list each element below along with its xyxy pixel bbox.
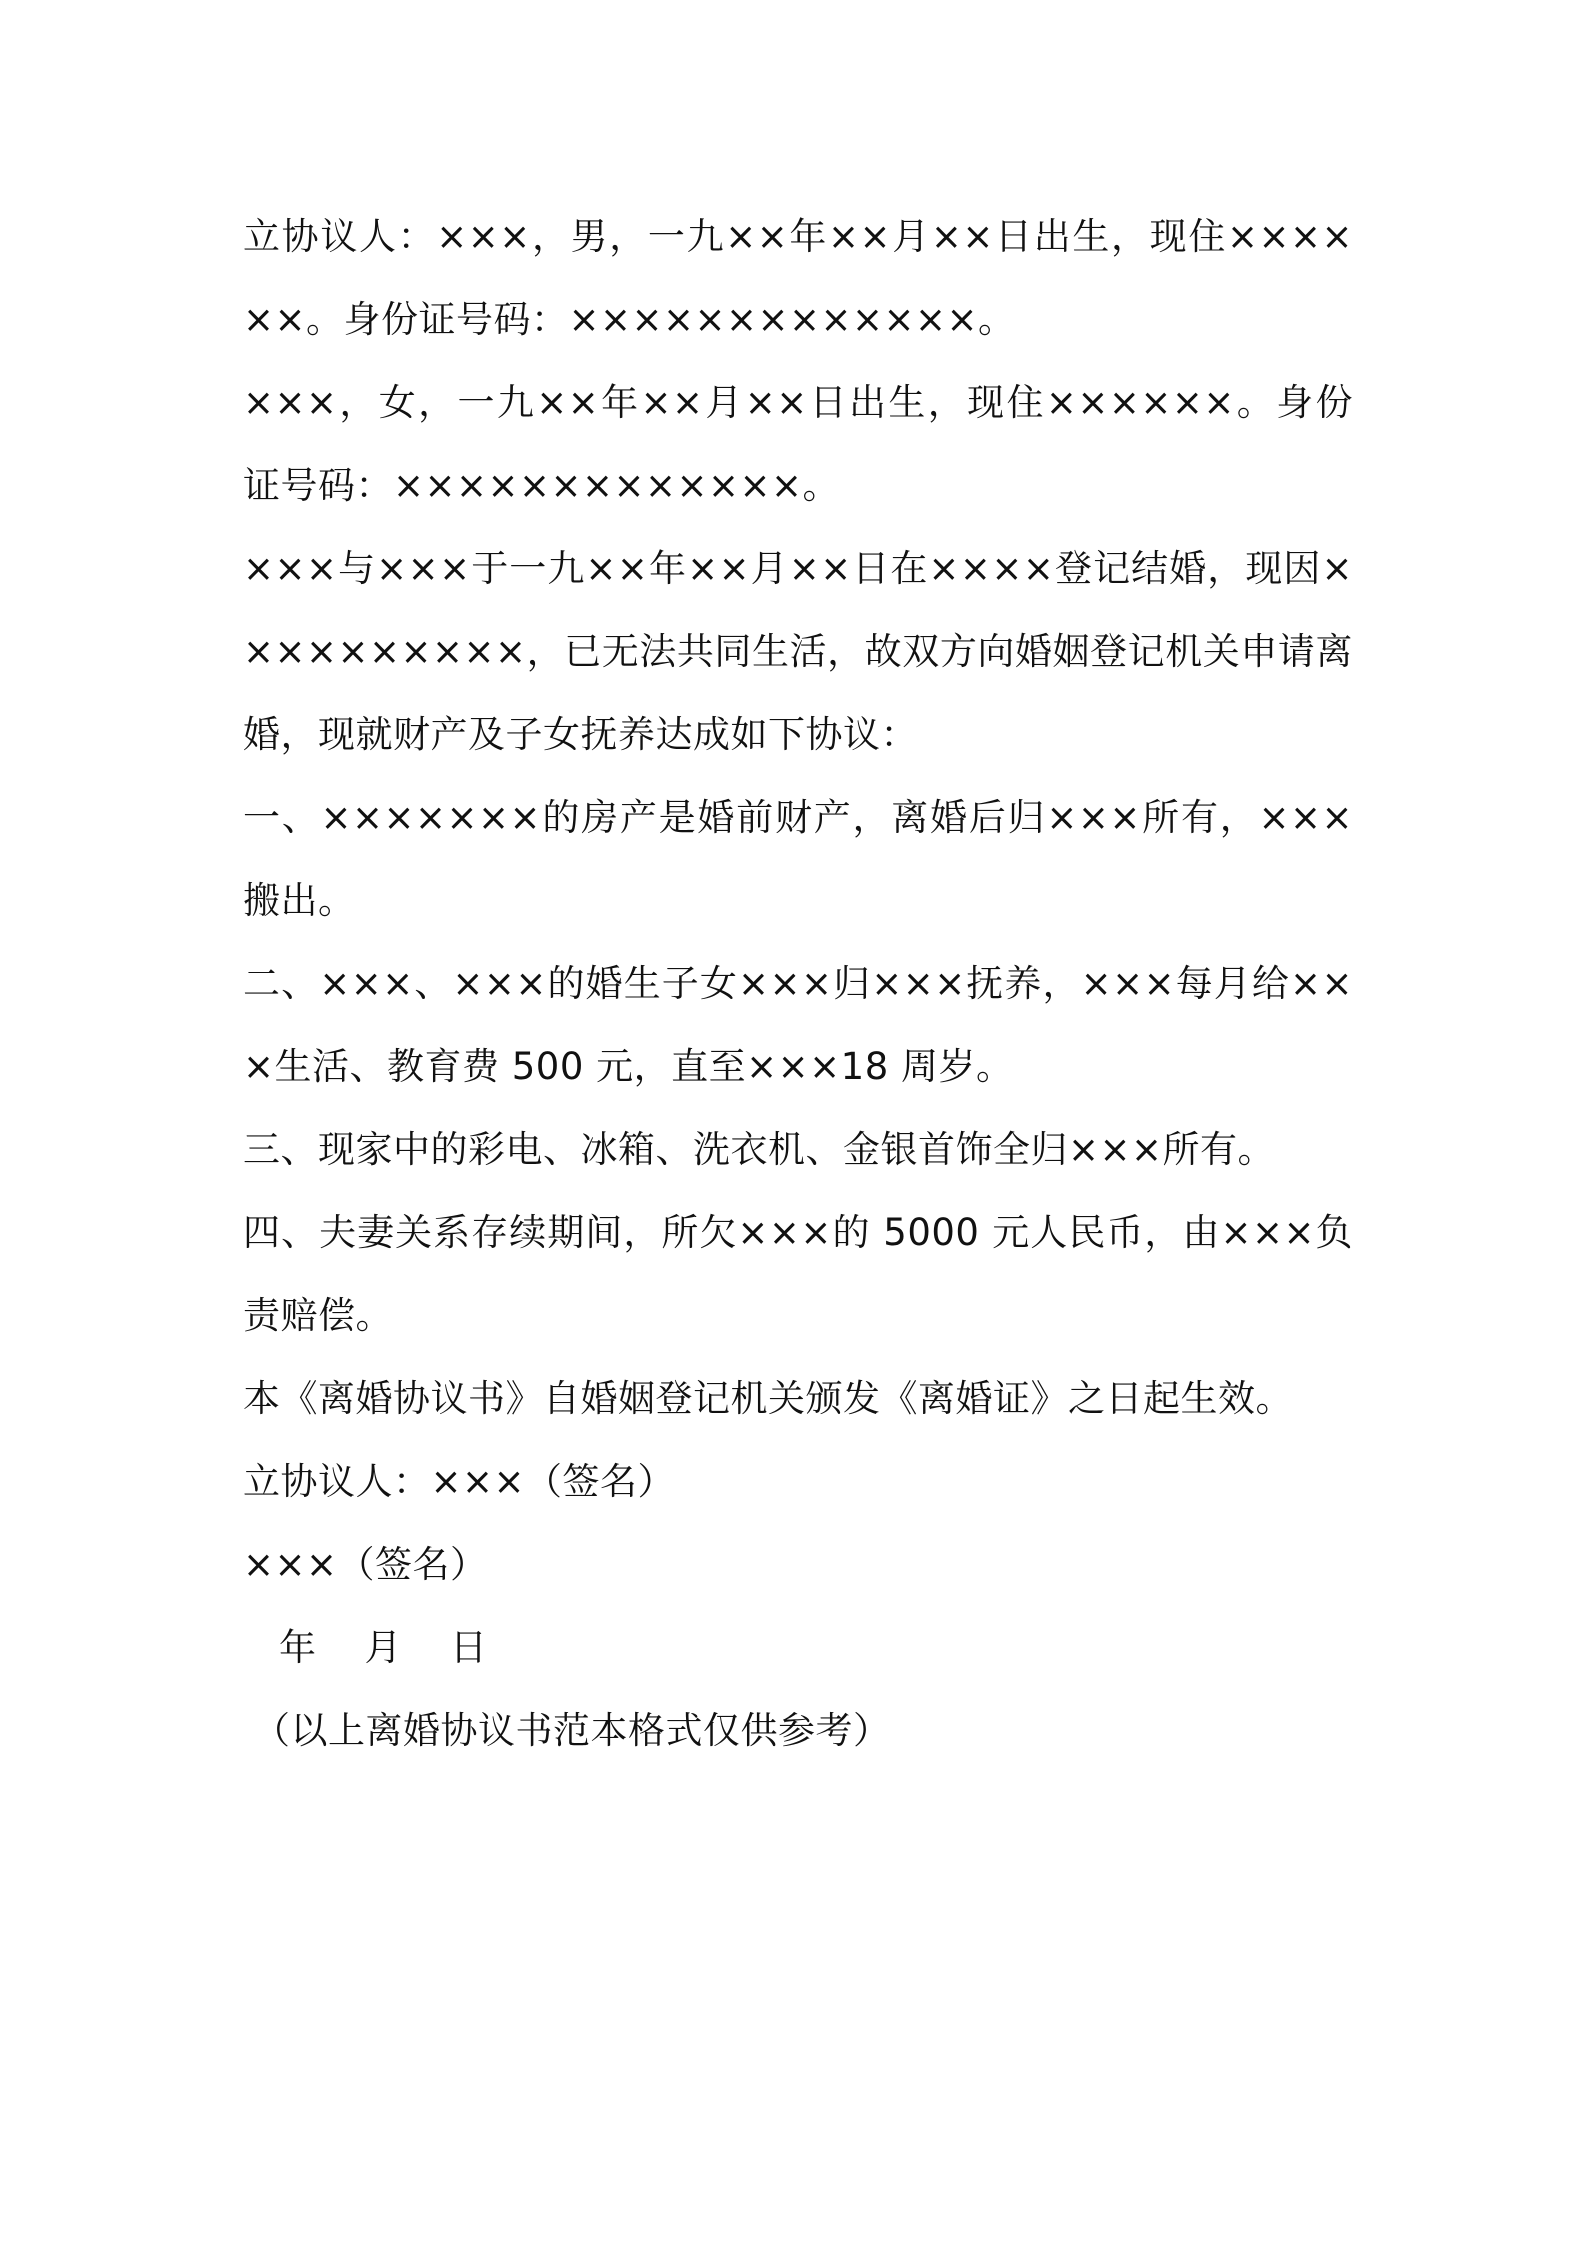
- clause-four-paragraph: 四、夫妻关系存续期间，所欠×××的 5000 元人民币，由×××负责赔偿。: [243, 1211, 1353, 1337]
- date-day-label: 日: [450, 1626, 488, 1669]
- date-line: [243, 1606, 1353, 1689]
- signature-line-one: 立协议人：×××（签名）: [243, 1460, 676, 1503]
- clause-three-paragraph: 三、现家中的彩电、冰箱、洗衣机、金银首饰全归×××所有。: [243, 1128, 1276, 1171]
- party-one-paragraph: 立协议人：×××，男，一九××年××月××日出生，现住××××××。身份证号码：×××××××××××××。: [243, 215, 1353, 341]
- signature-line-two: ×××（签名）: [243, 1543, 488, 1586]
- marriage-background-paragraph: ×××与×××于一九××年××月××日在××××登记结婚，现因××××××××××，已无法共同生活，故双方向婚姻登记机关申请离婚，现就财产及子女抚养达成如下协议：: [243, 547, 1353, 756]
- effective-clause-paragraph: 本《离婚协议书》自婚姻登记机关颁发《离婚证》之日起生效。: [243, 1377, 1293, 1420]
- reference-note: （以上离婚协议书范本格式仅供参考）: [253, 1709, 891, 1752]
- clause-one-paragraph: 一、×××××××的房产是婚前财产，离婚后归×××所有，×××搬出。: [243, 796, 1353, 922]
- date-month-label: 月: [364, 1626, 402, 1669]
- party-two-paragraph: ×××，女，一九××年××月××日出生，现住××××××。身份证号码：×××××××××××××。: [243, 381, 1353, 507]
- clause-two-paragraph: 二、×××、×××的婚生子女×××归×××抚养，×××每月给×××生活、教育费 500 元，直至×××18 周岁。: [243, 962, 1353, 1088]
- document-body: [243, 195, 1353, 1772]
- date-year-label: 年: [279, 1626, 317, 1669]
